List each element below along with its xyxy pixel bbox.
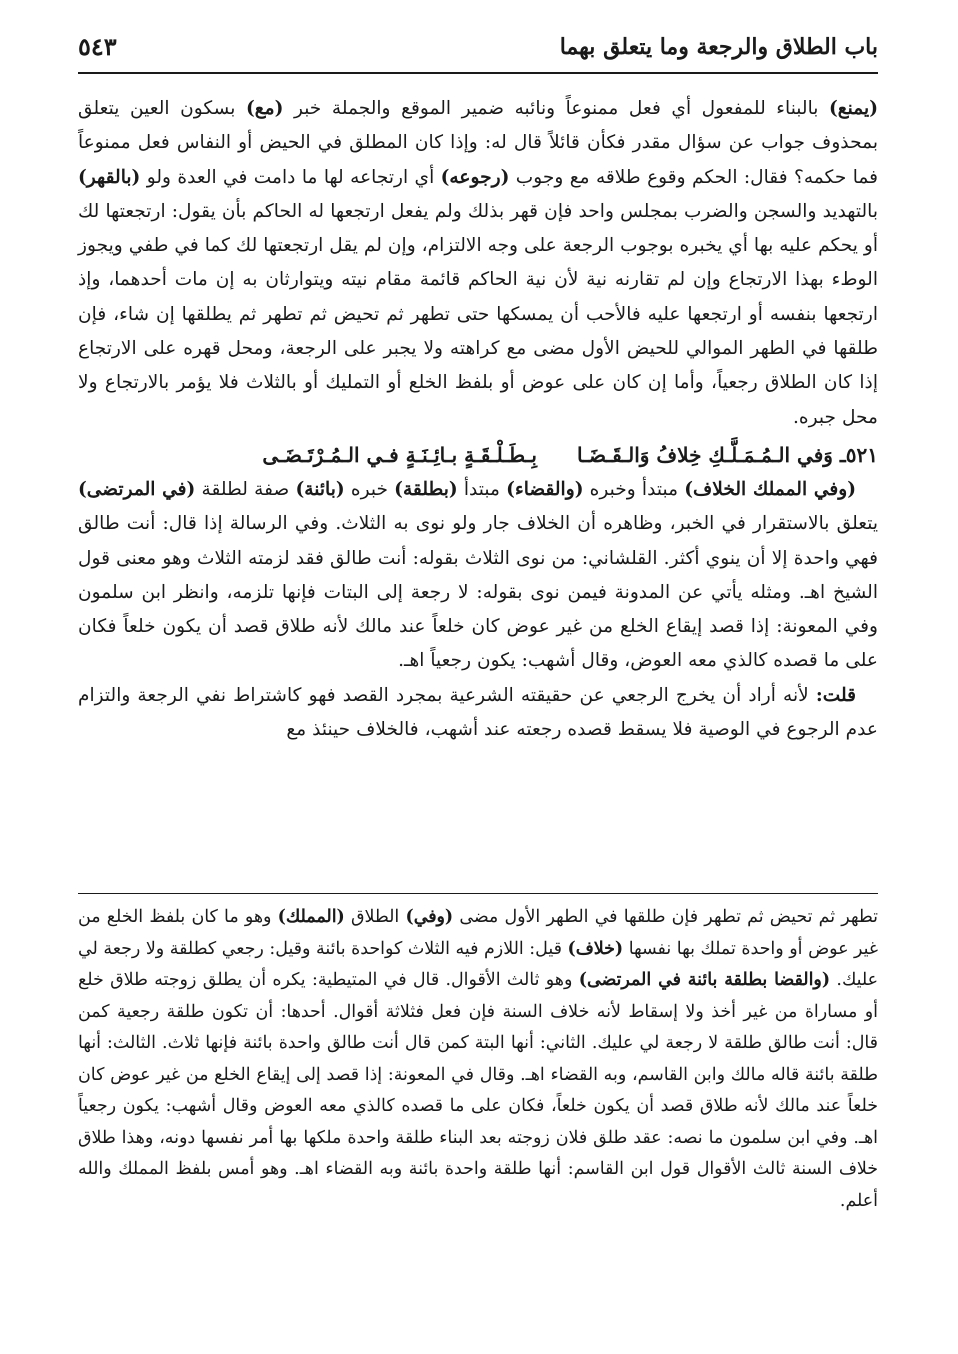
- verse-first-hemistich: ٥٢١ـ وَفي الـمُـمَـلَّـكِ خِلافُ وَالـقَـضَـا: [577, 442, 878, 467]
- main-text: [78, 92, 878, 747]
- footnotes: [78, 902, 878, 1217]
- chapter-title: باب الطلاق والرجعة وما يتعلق بهما: [559, 34, 878, 60]
- verse-second-hemistich: بِـطَـلْـقَـةٍ بـائِـنَـةٍ فـي الـمُـرْتَـضَـى: [262, 442, 537, 467]
- running-header: [78, 28, 878, 72]
- verse-line: [78, 437, 878, 473]
- footnote-divider: [78, 893, 878, 894]
- commentary-paragraph-1: (يمنع) بالبناء للمفعول أي فعل ممنوعاً ونائبه ضمير الموقع والجملة خبر (مع) بسكون العين يتعلق بمحذوف جواب عن سؤال مقدر فكأن قائلاً قال له: وإذا كان المطلق في الحيض أو النفاس فعل ممنوعاً فما حكمه؟ فقال: الحكم وقوع طلاقه مع وجوب (رجوعه) أي ارتجاعه لها ما دامت في العدة ولو (بالقهر) بالتهديد والسجن والضرب بمجلس واحد فإن قهر بذلك ولم يفعل ارتجعها له الحاكم بأن يقول: ارتجعتها لك أو يحكم عليه بها أي يخبره بوجوب الرجعة على وجه الالتزام، وإن لم يقل ارتجعتها لك كما في طفي ويجوز الوطء بهذا الارتجاع وإن لم تقارنه نية لأن نية الحاكم قائمة مقام نيته ويتوارثان به إن مات أحدهما، وإذ ارتجعها بنفسه أو ارتجعها عليه فالأحب أن يمسكها حتى تطهر ثم تحيض ثم تطهر ثم يطلقها إن شاء، فإن طلقها في الطهر الموالي للحيض الأول مضى مع كراهته ولا يجبر على الرجعة، ومحل قهره على الارتجاع إذا كان الطلاق رجعياً، وأما إن كان على عوض أو بلفظ الخلع أو التمليك أو بالثلاث فلا يؤمر بالارتجاع ولا محل جبره.: [78, 98, 879, 428]
- commentary-paragraph-3: قلت: لأنه أراد أن يخرج الرجعي عن حقيقته الشرعية بمجرد القصد فهو كاشتراط نفي الرجعة والتزام عدم الرجوع في الوصية فلا يسقط قصده رجعته عند أشهب، فالخلاف حينئذ مع: [78, 684, 878, 741]
- commentary-paragraph-2: (وفي المملك الخلاف) مبتدأ وخبره (والقضاء) مبتدأ (بطلقة) خبره (بائنة) صفة لطلقة (في المرتضى) يتعلق بالاستقرار في الخبر، وظاهره أن الخلاف جار ولو نوى به الثلاث. وفي الرسالة إذا قال: أنت طالق فهي واحدة إلا أن ينوي أكثر. القلشاني: من نوى الثلاث بقوله: أنت طالق فقد لزمته الثلاث وهو معنى قول الشيخ اهـ. ومثله يأتي عن المدونة فيمن نوى بقوله: لا رجعة إلى البتات فإنها تلزمه، وانظر ابن سلمون وفي المعونة: إذا قصد إيقاع الخلع من غير عوض كان خلعاً عند مالك لأنه طلاق قصد أن يكون خلعاً فكان على ما قصده كالذي معه العوض، وقال أشهب: يكون رجعياً اهـ.: [78, 478, 878, 672]
- footnote-text: تطهر ثم تحيض ثم تطهر فإن طلقها في الطهر الأول مضى (وفي) الطلاق (المملك) وهو ما كان بلفظ الخلع من غير عوض أو واحدة تملك بها نفسها (خلاف) قيل: اللازم فيه الثلاث كواحدة بائنة وقيل: رجعي كطلقة ولا رجعة لي عليك. (والقضا بطلقة بائنة في المرتضى) وهو ثالث الأقوال. قال في المتيطية: يكره أن يطلق زوجته طلاق خلع أو مساراة من غير أخذ ولا إسقاط لأنه خلاف السنة فإن فعل فثلاثة أقوال. أحدها: أن تكون طلقة رجعية كمن قال: أنت طالق طلقة لا رجعة لي عليك. الثاني: أنها البتة كمن قال أنت طالق واحدة بائنة فإنها ثلاث. الثالث: أنها طلقة بائنة قاله مالك وابن القاسم، وبه القضاء اهـ. وقال في المعونة: إذا قصد إلى إيقاع الخلع من غير عوض كان خلعاً عند مالك لأنه طلاق قصد أن يكون خلعاً، فكان على ما قصده كالذي معه العوض وقال أشهب: يكون رجعياً اهـ. وفي ابن سلمون ما نصه: عقد طلق فلان زوجته بعد البناء طلقة واحدة ملكها بها أمر نفسها دونه، وهذا طلاق خلاف السنة ثالث الأقوال قول ابن القاسم: أنها طلقة واحدة بائنة وبه القضاء اهـ. وهو أمس بلفظ المملك والله أعلم.: [78, 907, 879, 1211]
- page-number: ٥٤٣: [78, 32, 117, 61]
- header-divider: [78, 72, 878, 74]
